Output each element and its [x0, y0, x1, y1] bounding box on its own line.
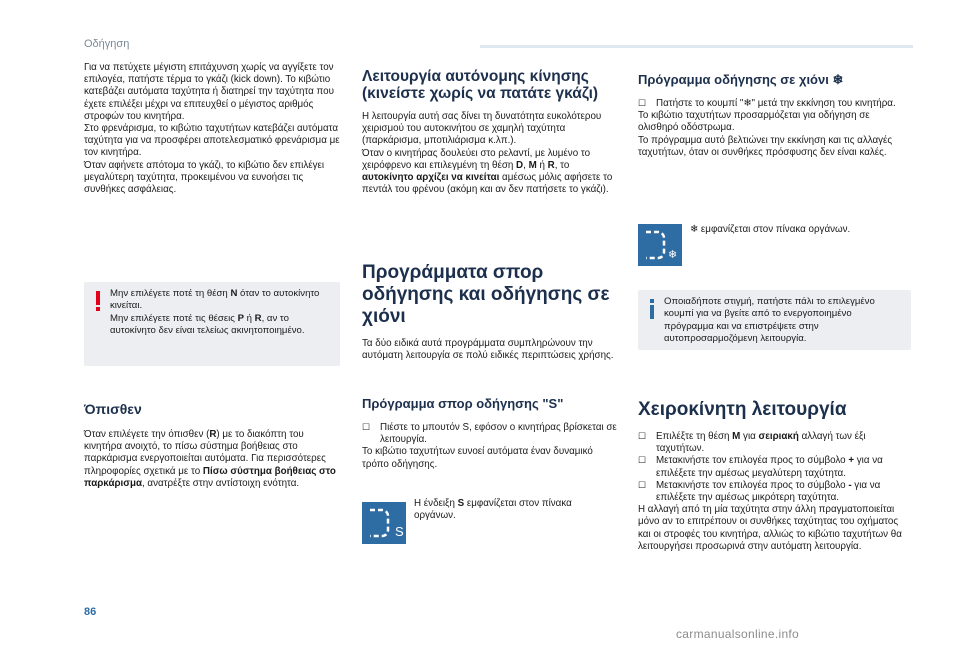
reverse-title: Όπισθεν [84, 401, 142, 417]
s-program-bullet: ☐ Πιέστε το μπουτόν S, εφόσον ο κινητήρας βρίσκεται σε λειτουργία. [362, 422, 617, 446]
manual-section [638, 399, 902, 553]
reverse-text: Όταν επιλέγετε την όπισθεν (R) με το διακόπτη του κινητήρα ανοιχτό, το πίσω σύστημα βοήθειας στο παρκάρισμα ενεργοποιείται αυτόματα. Για περισσότερες πληροφορίες σχετικά με το Πίσω σύστημα βοήθειας στο παρκάρισμα, ανατρέξτε στην αντίστοιχη ενότητα. [84, 429, 336, 489]
warning-box [84, 282, 340, 366]
info-box [638, 290, 911, 350]
gearbox-s-indicator-icon [362, 502, 406, 544]
s-program-section [362, 396, 622, 471]
gearbox-snow-indicator-icon [638, 224, 682, 266]
checkbox-bullet-icon: ☐ [638, 455, 647, 466]
checkbox-bullet-icon: ☐ [638, 479, 647, 490]
programs-title: Προγράμματα σπορ οδήγησης και οδήγησης σε χιόνι [362, 262, 610, 327]
snow-title: Πρόγραμμα οδήγησης σε χιόνι ❄ [638, 72, 844, 87]
snow-indicator-caption: ❄ εμφανίζεται στον πίνακα οργάνων. [690, 224, 851, 235]
kickdown-text: Για να πετύχετε μέγιστη επιτάχυνση χωρίς να αγγίξετε τον επιλογέα, πατήστε τέρμα το γκάζι (kick down). Το κιβώτιο κατεβάζει αυτόματα ταχύτητα ή διατηρεί την ταχύτητα που έχετε επιλέξει μέχρι να επιτευχθεί ο μέγιστος αριθμός στροφών του κινητήρα. [84, 62, 334, 122]
checkbox-bullet-icon: ☐ [362, 422, 371, 432]
s-program-text: Το κιβώτιο ταχυτήτων ευνοεί αυτόματα έναν δυναμικό τρόπο οδήγησης. [362, 446, 593, 470]
watermark: carmanualsonline.info [676, 627, 800, 641]
snow-text-1: Το κιβώτιο ταχυτήτων προσαρμόζεται για οδήγηση σε ολισθηρό οδόστρωμα. [638, 110, 870, 134]
manual-bullet-2: ☐ Μετακινήστε τον επιλογέα προς το σύμβολο + για να επιλέξετε την αμέσως μεγαλύτερη ταχύτητα. [638, 455, 883, 479]
svg-text:❄: ❄ [668, 248, 678, 261]
page-number: 86 [84, 606, 97, 618]
reverse-section [84, 402, 344, 490]
column-2 [362, 68, 622, 196]
manual-bullet-3: ☐ Μετακινήστε τον επιλογέα προς το σύμβολο - για να επιλέξετε την αμέσως μικρότερη ταχύτητα. [638, 479, 881, 504]
manual-title: Χειροκίνητη λειτουργία [638, 399, 847, 420]
manual-bullet-1: ☐ Επιλέξτε τη θέση M για σειριακή αλλαγή των έξι ταχυτήτων. [638, 431, 866, 455]
page-header [0, 0, 960, 60]
snow-indicator-tile [638, 224, 682, 266]
warning-text: Μην επιλέγετε ποτέ τη θέση N όταν το αυτοκίνητο κινείται. Μην επιλέγετε ποτέ τις θέσεις P ή R, αν το αυτοκίνητο δεν είναι τελείως ακινητοποιημένο. [110, 288, 320, 336]
checkbox-bullet-icon: ☐ [638, 431, 647, 441]
snow-section [638, 72, 898, 159]
snow-bullet: ☐ Πατήστε το κουμπί "❄" μετά την εκκίνηση του κινητήρα. [638, 98, 896, 109]
column-1 [84, 62, 344, 196]
manual-text: Η αλλαγή από τη μία ταχύτητα στην άλλη πραγματοποιείται μόνο αν το επιτρέπουν οι συνθήκες ταχύτητας του οχήματος και οι στροφές του κινητήρα, αλλιώς το κιβώτιο ταχυτήτων θα λειτουργήσει προσωρινά στην αυτόματη λειτουργία. [638, 504, 902, 552]
creep-title: Λειτουργία αυτόνομης κίνησης (κινείστε χωρίς να πατάτε γκάζι) [362, 68, 599, 102]
info-text: Οποιαδήποτε στιγμή, πατήστε πάλι το επιλεγμένο κουμπί για να βγείτε από το ενεργοποιημένο πρόγραμμα και να επιστρέψετε στην αυτοπροσαρμοζόμενη λειτουργία. [664, 296, 875, 344]
s-indicator-caption: Η ένδειξη S εμφανίζεται στον πίνακα οργάνων. [414, 498, 572, 522]
svg-text:S: S [395, 524, 404, 539]
section-title: Οδήγηση [84, 38, 130, 50]
checkbox-bullet-icon: ☐ [638, 98, 647, 108]
warning-icon [92, 290, 104, 312]
braking-text: Στο φρενάρισμα, το κιβώτιο ταχυτήτων κατεβάζει αυτόματα ταχύτητα για να προσφέρει αποτελεσματικό φρενάρισμα με τον κινητήρα. [84, 123, 340, 159]
programs-text: Τα δύο ειδικά αυτά προγράμματα συμπληρώνουν την αυτόματη λειτουργία σε πολύ ειδικές περιπτώσεις χρήσης. [362, 338, 614, 362]
info-icon [646, 298, 658, 320]
s-indicator-tile [362, 502, 406, 544]
creep-text-1: Η λειτουργία αυτή σας δίνει τη δυνατότητα ευκολότερου χειρισμού του αυτοκινήτου σε χαμηλή ταχύτητα (παρκάρισμα, μποτιλιάρισμα κ.λπ.). [362, 111, 602, 147]
snow-text-2: Το πρόγραμμα αυτό βελτιώνει την εκκίνηση και τις αλλαγές ταχυτήτων, όταν οι συνθήκες πρόσφυσης δεν είναι καλές. [638, 134, 893, 158]
sport-section [362, 262, 622, 362]
s-program-title: Πρόγραμμα σπορ οδήγησης "S" [362, 396, 564, 411]
release-text: Όταν αφήνετε απότομα το γκάζι, το κιβώτιο δεν επιλέγει μεγαλύτερη ταχύτητα, προκειμένου να ευνοήσει τις συνθήκες ασφάλειας. [84, 159, 325, 196]
header-rule [480, 45, 913, 48]
creep-text-2: Όταν ο κινητήρας δουλεύει στο ρελαντί, με λυμένο το χειρόφρενο και επιλεγμένη τη θέση D, M ή R, το αυτοκίνητο αρχίζει να κινείται αμέσως μόλις αφήσετε το πεντάλ του φρένου (ακόμη και αν δεν πατήσετε το γκάζι). [362, 147, 613, 196]
